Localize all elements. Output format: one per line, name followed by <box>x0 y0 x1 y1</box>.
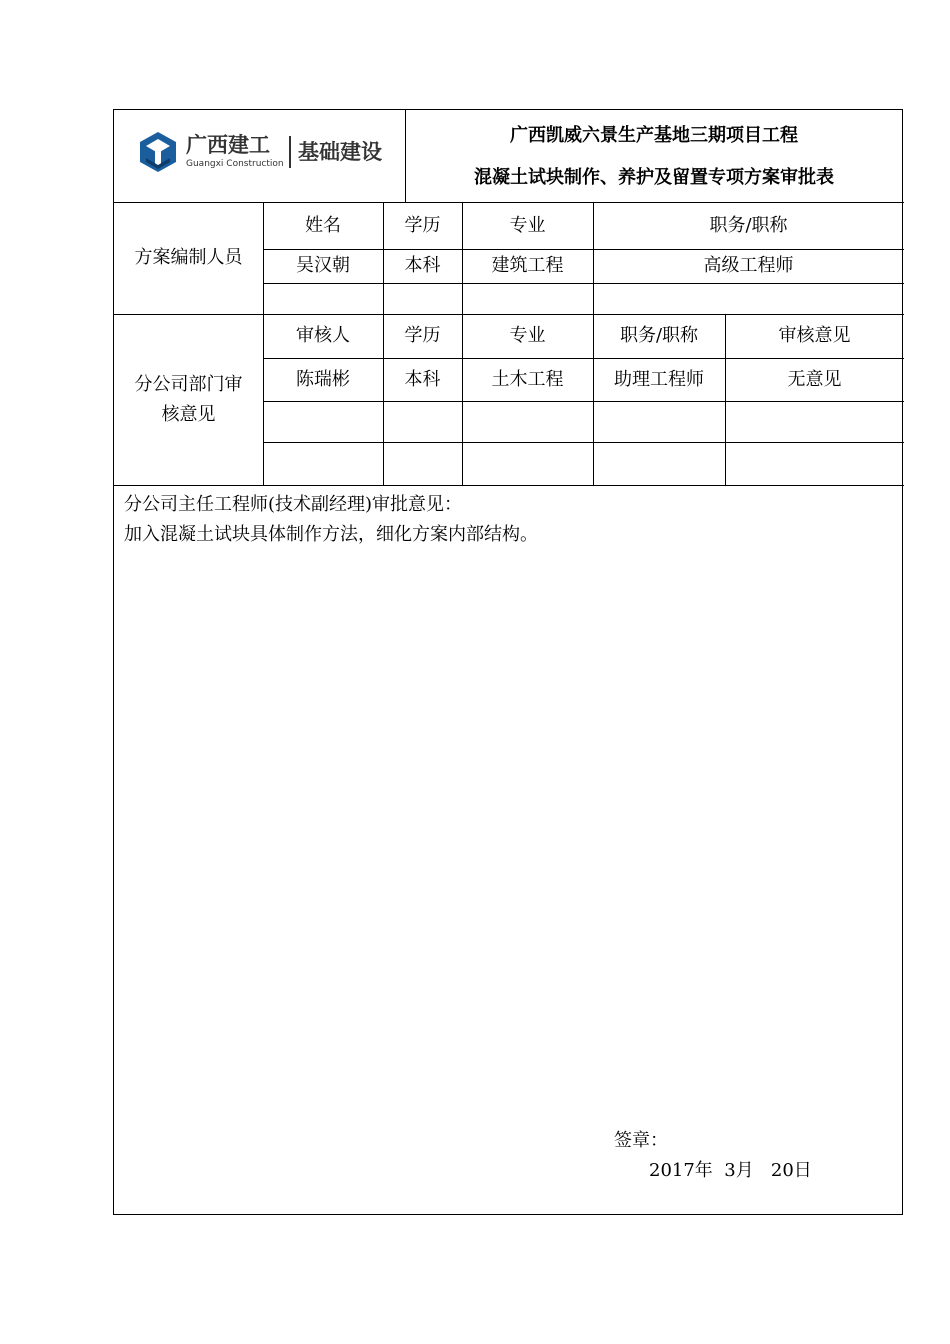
company-logo <box>138 130 398 174</box>
approval-date: 2017年 3月 20日 <box>649 1160 812 1181</box>
logo-company-name: 广西建工 <box>186 133 270 157</box>
row-divider <box>263 283 904 284</box>
reviewer-opinion: 无意见 <box>787 368 842 390</box>
logo-english-name: Guangxi Construction <box>186 159 284 169</box>
preparer-name: 吴汉朝 <box>296 255 350 276</box>
form-title: 混凝土试块制作、养护及留置专项方案审批表 <box>474 167 834 188</box>
preparers-label: 方案编制人员 <box>134 247 243 268</box>
preparer-education: 本科 <box>404 255 441 276</box>
review-col-title: 职务/职称 <box>619 325 699 346</box>
reviewer-name: 陈瑞彬 <box>296 368 350 390</box>
row-divider <box>263 442 904 443</box>
review-col-reviewer: 审核人 <box>296 325 350 346</box>
preparers-col-name: 姓名 <box>305 214 341 236</box>
preparer-title: 高级工程师 <box>703 255 794 276</box>
approval-form <box>113 109 903 1215</box>
review-col-opinion: 审核意见 <box>778 325 851 346</box>
reviewer-education: 本科 <box>404 368 441 390</box>
preparers-col-education: 学历 <box>404 214 441 236</box>
project-title: 广西凯威六景生产基地三期项目工程 <box>510 125 798 146</box>
preparers-col-major: 专业 <box>509 214 546 236</box>
preparers-col-title: 职务/职称 <box>709 214 788 236</box>
branch-review-label: 分公司部门审核意见 <box>134 373 243 425</box>
review-col-major: 专业 <box>509 325 546 346</box>
reviewer-major: 土木工程 <box>491 368 564 390</box>
seal-label: 签章： <box>614 1130 668 1151</box>
reviewer-title: 助理工程师 <box>614 368 704 390</box>
header-divider <box>405 110 406 202</box>
chief-engineer-opinion: 加入混凝土试块具体制作方法，细化方案内部结构。 <box>124 524 538 545</box>
chief-engineer-label: 分公司主任工程师(技术副经理)审批意见： <box>124 494 463 515</box>
row-divider <box>263 401 904 402</box>
logo-division-name: 基础建设 <box>298 140 382 164</box>
preparer-major: 建筑工程 <box>491 255 564 276</box>
row-divider <box>114 485 904 486</box>
review-col-education: 学历 <box>404 325 441 346</box>
